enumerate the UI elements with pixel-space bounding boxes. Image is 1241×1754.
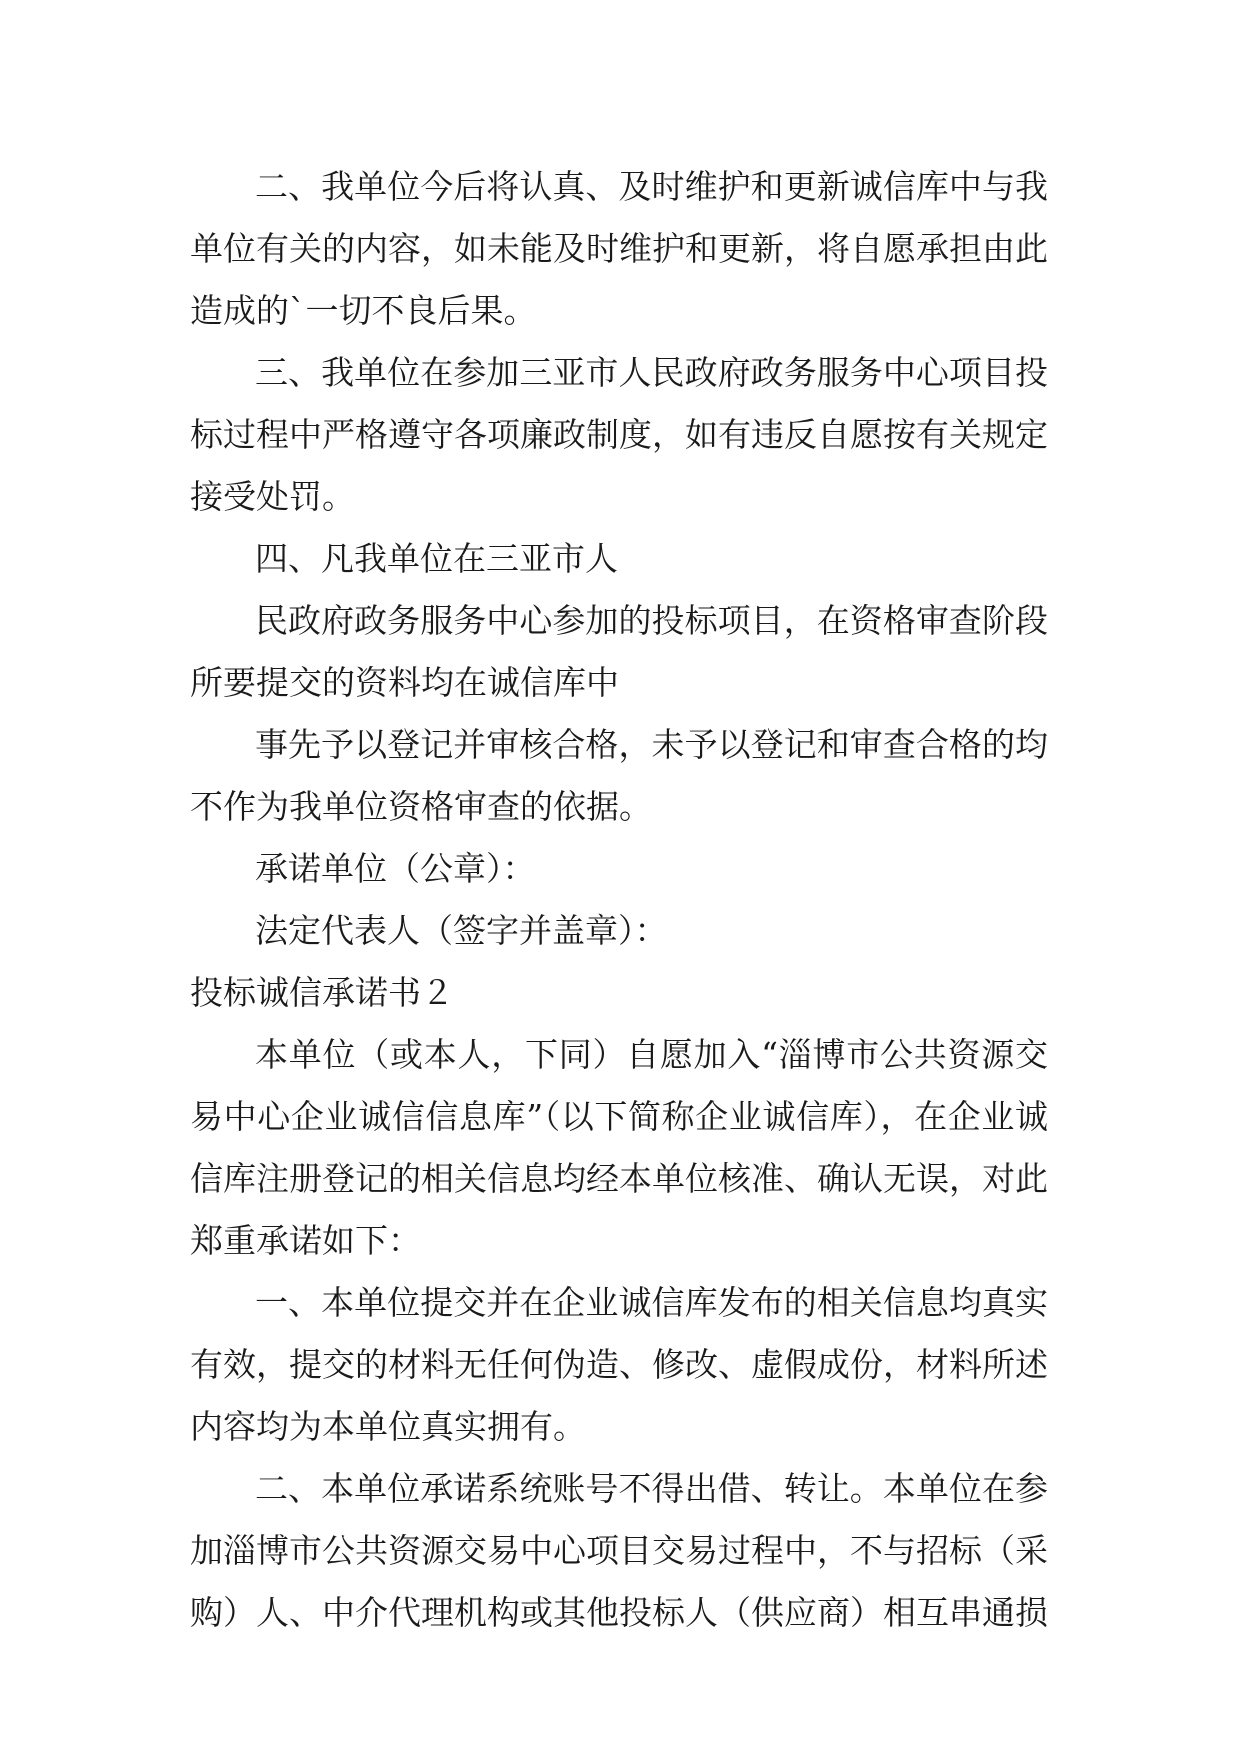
paragraph-line: 不作为我单位资格审查的依据。 <box>190 787 652 826</box>
paragraph-line: 所要提交的资料均在诚信库中 <box>190 663 619 702</box>
paragraph-line: 事先予以登记并审核合格，未予以登记和审查合格的均 <box>255 725 1048 764</box>
paragraph-line: 有效，提交的材料无任何伪造、修改、虚假成份，材料所述 <box>190 1345 1048 1384</box>
section-title: 投标诚信承诺书２ <box>190 973 454 1012</box>
paragraph-line: 单位有关的内容，如未能及时维护和更新，将自愿承担由此 <box>190 229 1048 268</box>
paragraph-line: 购）人、中介代理机构或其他投标人（供应商）相互串通损 <box>190 1593 1048 1632</box>
paragraph-line: 本单位（或本人，下同）自愿加入“淄博市公共资源交 <box>255 1035 1048 1074</box>
paragraph-line: 接受处罚。 <box>190 477 355 516</box>
paragraph-line: 易中心企业诚信信息库”（以下简称企业诚信库），在企业诚 <box>190 1097 1048 1136</box>
paragraph-line: 郑重承诺如下： <box>190 1221 421 1260</box>
paragraph-line: 一、本单位提交并在企业诚信库发布的相关信息均真实 <box>255 1283 1048 1322</box>
signature-label-representative: 法定代表人（签字并盖章）： <box>255 911 668 950</box>
paragraph-line: 信库注册登记的相关信息均经本单位核准、确认无误，对此 <box>190 1159 1048 1198</box>
paragraph-line: 加淄博市公共资源交易中心项目交易过程中，不与招标（采 <box>190 1531 1048 1570</box>
paragraph-line: 民政府政务服务中心参加的投标项目，在资格审查阶段 <box>255 601 1048 640</box>
paragraph-line: 四、凡我单位在三亚市人 <box>255 539 618 578</box>
paragraph-line: 三、我单位在参加三亚市人民政府政务服务中心项目投 <box>255 353 1048 392</box>
paragraph-line: 二、我单位今后将认真、及时维护和更新诚信库中与我 <box>255 167 1048 206</box>
paragraph-line: 内容均为本单位真实拥有。 <box>190 1407 586 1446</box>
paragraph-line: 标过程中严格遵守各项廉政制度，如有违反自愿按有关规定 <box>190 415 1048 454</box>
signature-label-unit: 承诺单位（公章）： <box>255 849 536 888</box>
paragraph-line: 二、本单位承诺系统账号不得出借、转让。本单位在参 <box>255 1469 1048 1508</box>
paragraph-line: 造成的`一切不良后果。 <box>190 291 537 330</box>
